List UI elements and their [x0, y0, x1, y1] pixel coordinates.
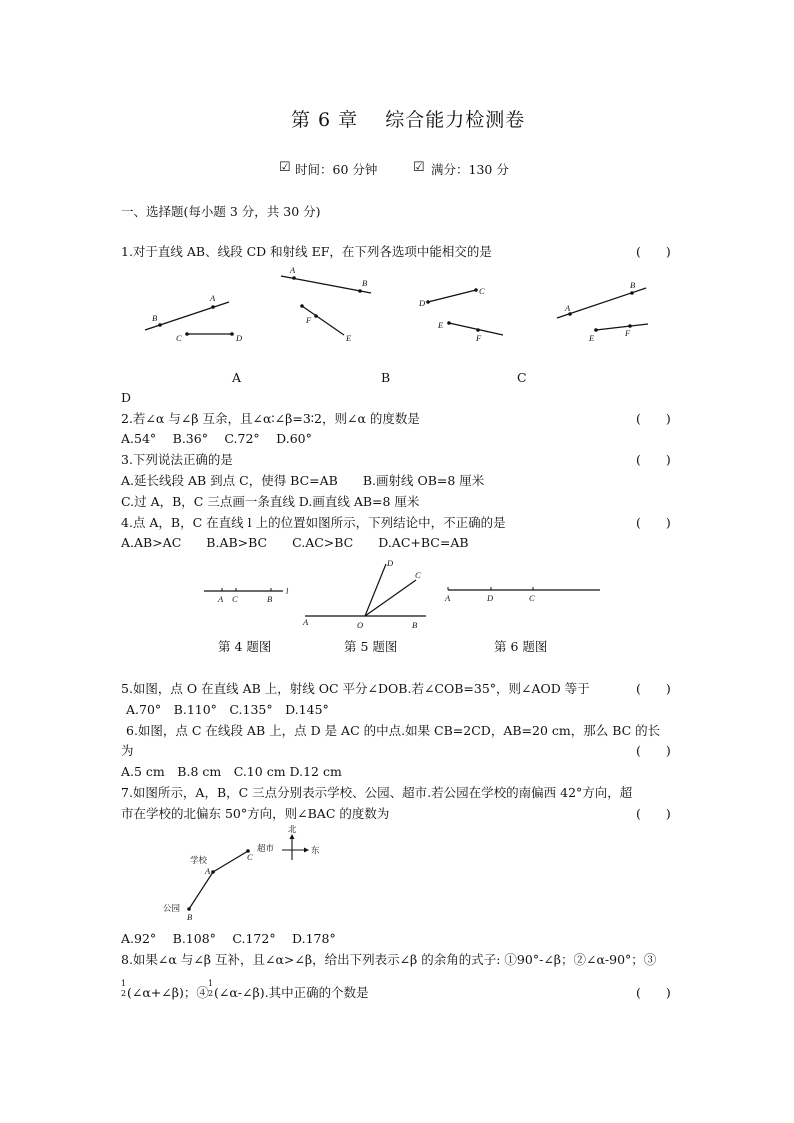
q5-stem: 5.如图，点 O 在直线 AB 上，射线 OC 平分∠DOB.若∠COB=35°，则∠AOD 等于 [121, 681, 590, 696]
q8-frac2-den: 2 [208, 989, 214, 998]
compass-east: 东 [311, 845, 320, 855]
q8-answer-blank: ( ) [636, 985, 671, 1000]
q2-stem: 2.若∠α 与∠β 互余，且∠α∶∠β=3∶2，则∠α 的度数是 [121, 411, 420, 426]
q1d-label-E: E [589, 333, 595, 343]
q2-options: A.54° B.36° C.72° D.60° [121, 431, 312, 446]
time-limit: 时间：60 分钟 [295, 162, 378, 177]
q1a-label-C: C [176, 333, 182, 343]
q5-options: A.70° B.110° C.135° D.145° [126, 702, 329, 717]
q1a-label-D: D [236, 333, 243, 343]
q1a-label-B: B [152, 313, 158, 323]
fig4-label-l: l [286, 586, 289, 596]
q7-answer-blank: ( ) [636, 806, 671, 821]
q1c-label-D: D [419, 298, 426, 308]
q7-options: A.92° B.108° C.172° D.178° [121, 931, 336, 946]
q8-line2-part2: (∠α-∠β).其中正确的个数是 [214, 985, 369, 1000]
score-check-icon: ☑ [413, 160, 425, 175]
q8-frac1-num: 1 [121, 979, 127, 988]
map-label-C: C [247, 852, 253, 862]
fig5-label-D: D [387, 558, 394, 568]
q7-map-figure [0, 822, 794, 922]
q1d-label-A: A [565, 303, 571, 313]
q1c-label-C: C [479, 286, 485, 296]
compass-north: 北 [288, 824, 297, 834]
q1-option-C-label: C [517, 370, 527, 385]
map-label-school: 学校 [190, 855, 208, 865]
q1c-label-E: E [438, 320, 444, 330]
q3-options-line2: C.过 A，B，C 三点画一条直线 D.画直线 AB=8 厘米 [121, 494, 420, 509]
q1d-label-F: F [625, 328, 631, 338]
q1-option-D-label: D [121, 390, 132, 405]
q1c-label-F: F [476, 333, 482, 343]
q8-line2-part1: (∠α+∠β)；④ [127, 985, 209, 1000]
fig4-label-A: A [218, 594, 224, 604]
q3-answer-blank: ( ) [636, 452, 671, 467]
q6-stem-line1: 6.如图，点 C 在线段 AB 上，点 D 是 AC 的中点.如果 CB=2CD，AB=20 cm，那么 BC 的长 [126, 723, 661, 738]
full-score: 满分：130 分 [431, 162, 509, 177]
fig6-label-A: A [445, 593, 451, 603]
q1-option-B-label: B [381, 370, 391, 385]
fig6-label-C: C [529, 593, 535, 603]
time-check-icon: ☑ [279, 160, 291, 175]
q1a-label-A: A [210, 293, 216, 303]
q7-stem-line1: 7.如图所示，A，B，C 三点分别表示学校、公园、超市.若公园在学校的南偏西 42°方向，超 [121, 785, 633, 800]
q4-options: A.AB>AC B.AB>BC C.AC>BC D.AC+BC=AB [121, 535, 469, 550]
fig5-label-C: C [415, 570, 421, 580]
q3-options-line1: A.延长线段 AB 到点 C，使得 BC=AB B.画射线 OB=8 厘米 [121, 473, 485, 488]
fig4-label-C: C [232, 594, 238, 604]
fig6-caption: 第 6 题图 [494, 639, 548, 654]
q1-option-figures [0, 266, 794, 386]
q1b-label-A: A [290, 265, 296, 275]
q1-answer-blank: ( ) [636, 244, 671, 259]
q3-stem: 3.下列说法正确的是 [121, 452, 233, 467]
q6-options: A.5 cm B.8 cm C.10 cm D.12 cm [121, 764, 342, 779]
q8-stem-line1: 8.如果∠α 与∠β 互补，且∠α>∠β，给出下列表示∠β 的余角的式子: ①90°-∠β；②∠α-90°；③ [121, 952, 657, 967]
q4-stem: 4.点 A，B，C 在直线 l 上的位置如图所示，下列结论中，不正确的是 [121, 515, 506, 530]
map-label-market: 超市 [257, 843, 275, 853]
fig4-caption: 第 4 题图 [218, 639, 272, 654]
figures-4-5-6 [0, 556, 794, 636]
q6-stem-line2: 为 [121, 743, 134, 758]
fig4-label-B: B [267, 594, 273, 604]
q5-answer-blank: ( ) [636, 681, 671, 696]
q1b-label-B: B [362, 278, 368, 288]
fig5-caption: 第 5 题图 [344, 639, 398, 654]
fig6-label-D: D [487, 593, 494, 603]
q1b-label-F: F [306, 315, 312, 325]
q8-frac1-den: 2 [121, 989, 127, 998]
map-label-A: A [205, 866, 211, 876]
fig5-label-A: A [303, 617, 309, 627]
map-label-park: 公园 [163, 903, 181, 913]
map-label-B: B [187, 912, 193, 922]
section-heading: 一、选择题(每小题 3 分，共 30 分) [121, 204, 321, 219]
page-title: 第 6 章 综合能力检测卷 [291, 109, 526, 131]
q4-answer-blank: ( ) [636, 515, 671, 530]
q6-answer-blank: ( ) [636, 743, 671, 758]
q1-option-A-label: A [232, 370, 242, 385]
q8-frac2-num: 1 [208, 979, 214, 988]
q1-stem: 1.对于直线 AB、线段 CD 和射线 EF，在下列各选项中能相交的是 [121, 244, 492, 259]
fig5-label-B: B [412, 620, 418, 630]
q7-stem-line2: 市在学校的北偏东 50°方向，则∠BAC 的度数为 [121, 806, 390, 821]
q1b-label-E: E [346, 333, 352, 343]
q1d-label-B: B [630, 280, 636, 290]
fig5-label-O: O [357, 620, 364, 630]
q2-answer-blank: ( ) [636, 411, 671, 426]
